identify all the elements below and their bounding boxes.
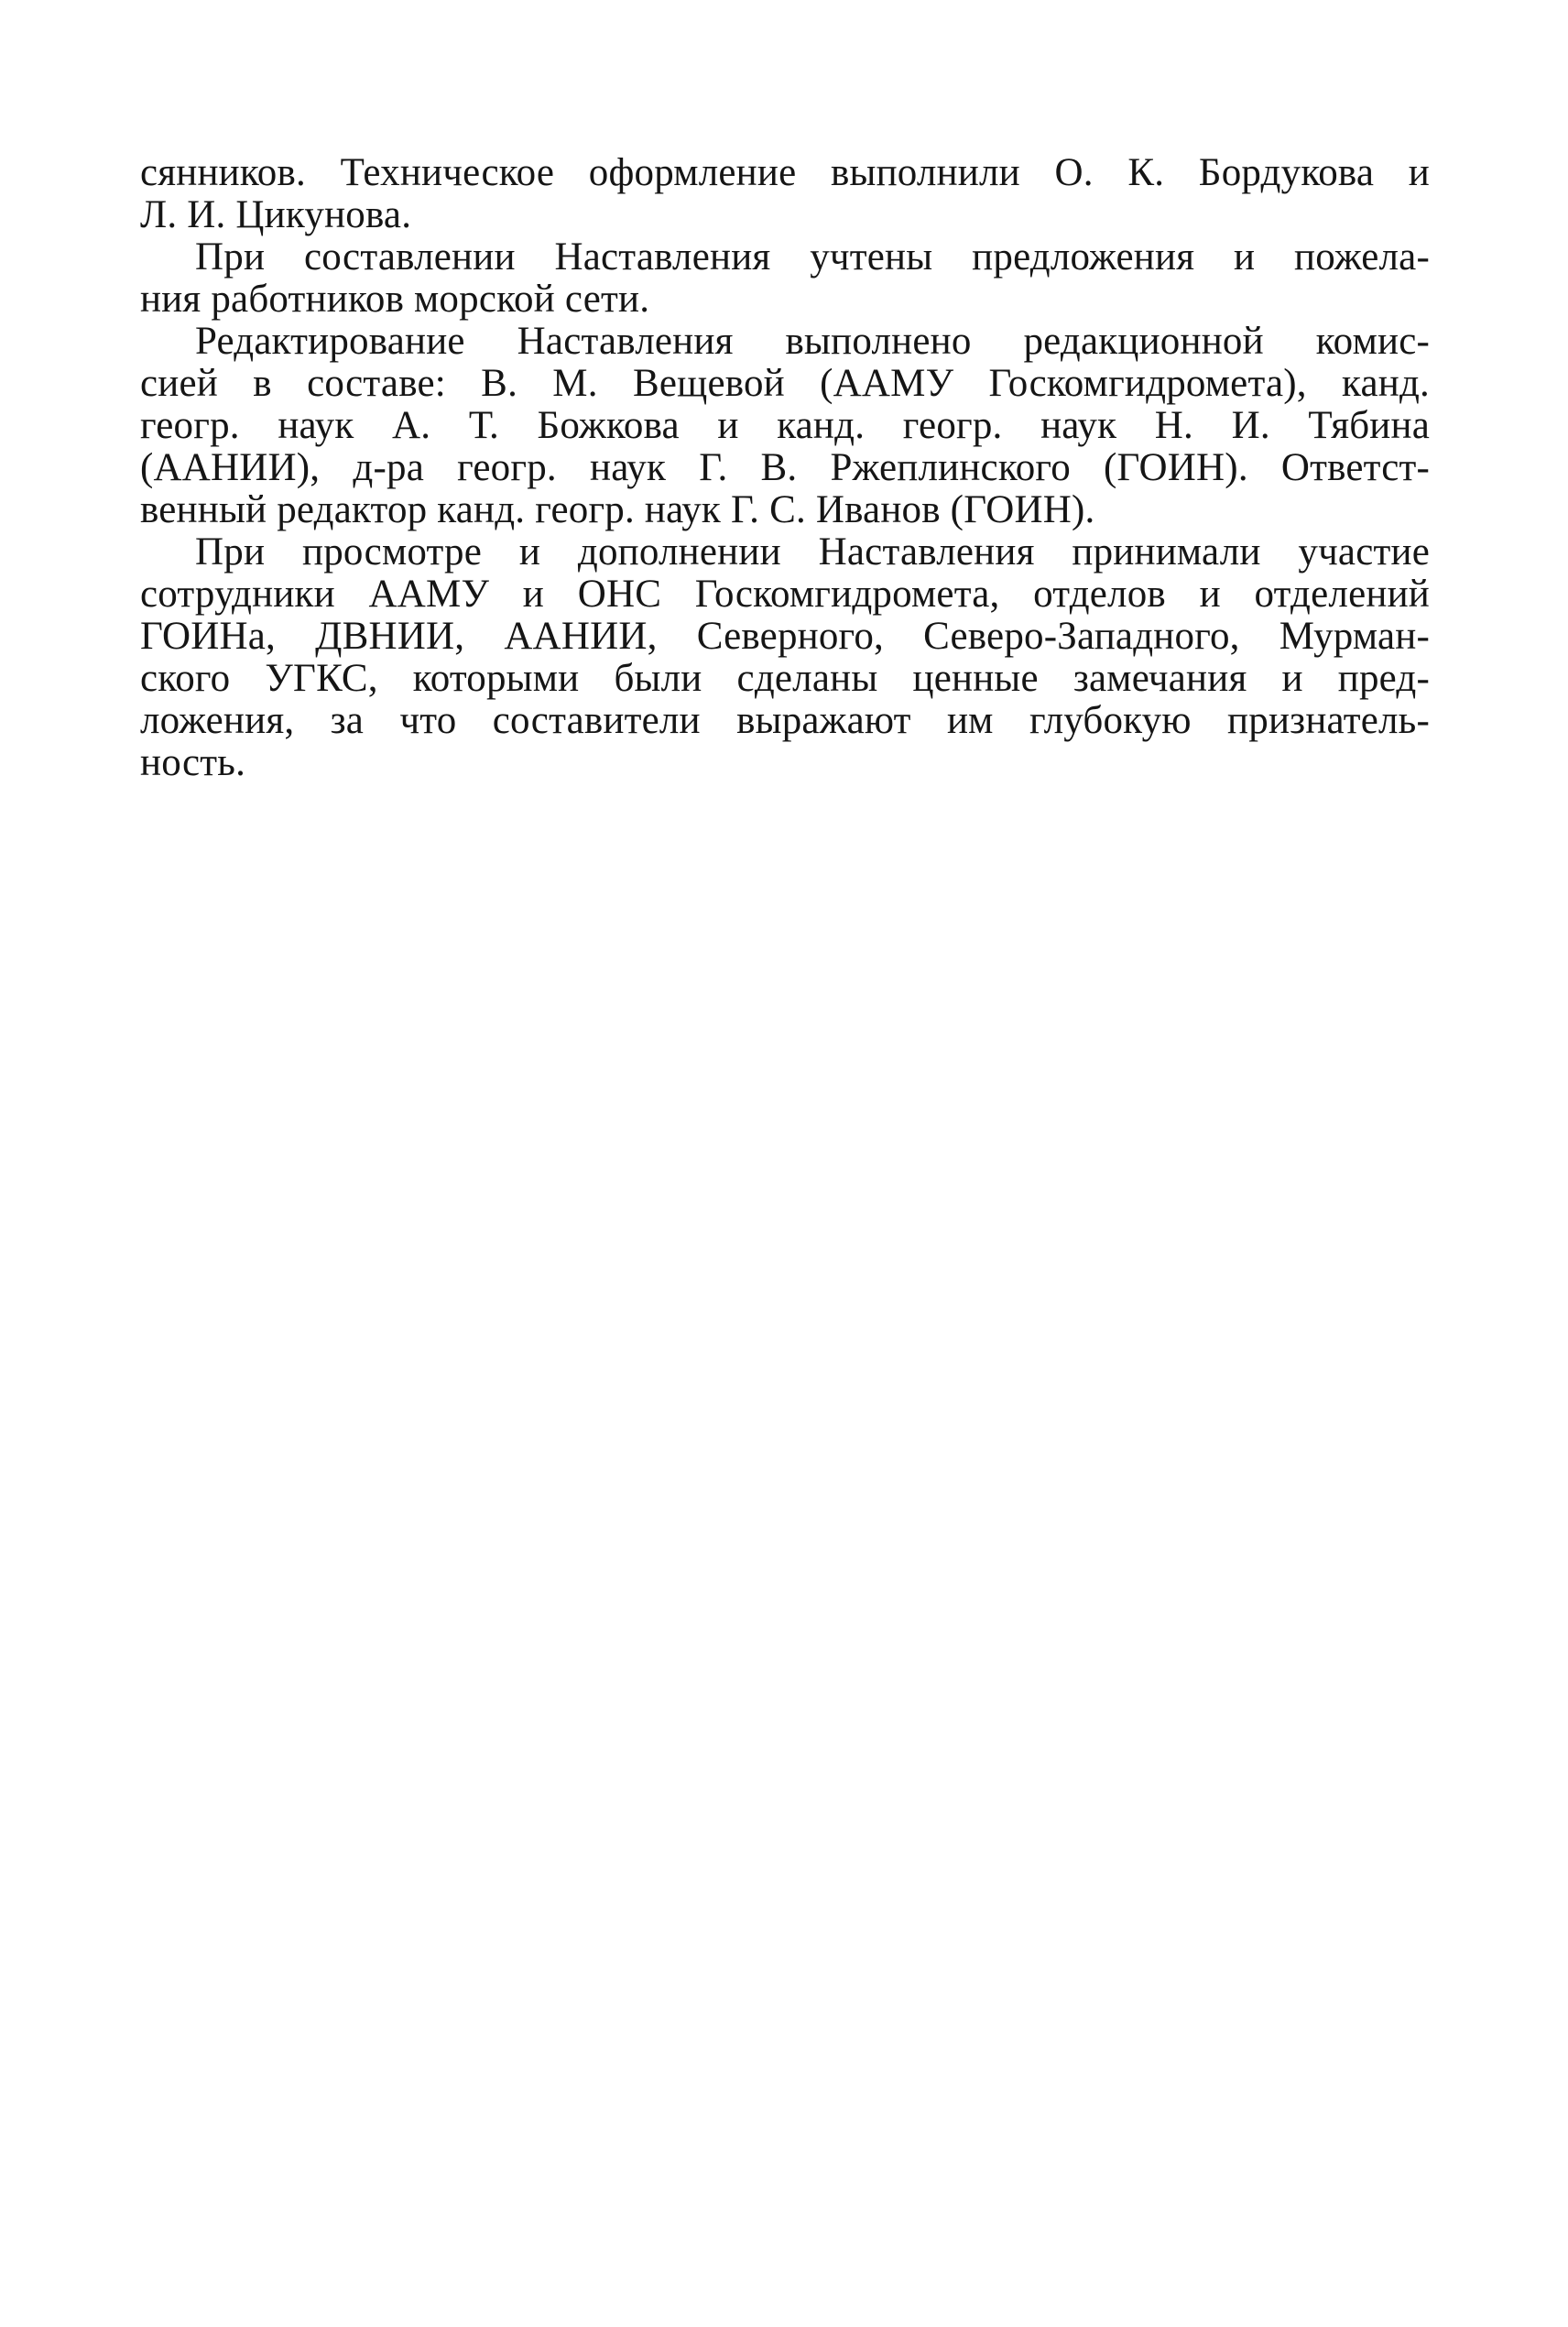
paragraph-credits [140,152,1430,236]
text-line: Редактирование Наставления выполнено редакционной комис- [195,320,1430,363]
text-line: геогр. наук А. Т. Божкова и канд. геогр. наук Н. И. Тябина [140,404,1430,447]
text-line: сией в составе: В. М. Вещевой (ААМУ Госкомгидромета), канд. [140,362,1430,405]
paragraph-suggestions [140,236,1430,321]
text-line: Л. И. Цикунова. [140,193,412,236]
paragraph-editing [140,321,1430,531]
text-line: ского УГКС, которыми были сделаны ценные замечания и пред- [140,657,1430,700]
text-line: сянников. Техническое оформление выполнили О. К. Бордукова и [140,151,1430,194]
text-line: ния работников морской сети. [140,278,650,321]
text-line: При просмотре и дополнении Наставления принимали участие [195,530,1430,574]
text-line: ГОИНа, ДВНИИ, ААНИИ, Северного, Северо-Западного, Мурман- [140,615,1430,658]
text-line: сотрудники ААМУ и ОНС Госкомгидромета, отделов и отделений [140,573,1430,616]
text-line: (ААНИИ), д-ра геогр. наук Г. В. Ржеплинского (ГОИН). Ответст- [140,446,1430,489]
text-line: ложения, за что составители выражают им глубокую признатель- [140,699,1430,742]
text-line: При составлении Наставления учтены предложения и пожела- [195,235,1430,279]
body-text [140,152,1430,784]
paragraph-review [140,531,1430,784]
text-line: венный редактор канд. геогр. наук Г. С. Иванов (ГОИН). [140,488,1095,531]
text-line: ность. [140,741,246,784]
